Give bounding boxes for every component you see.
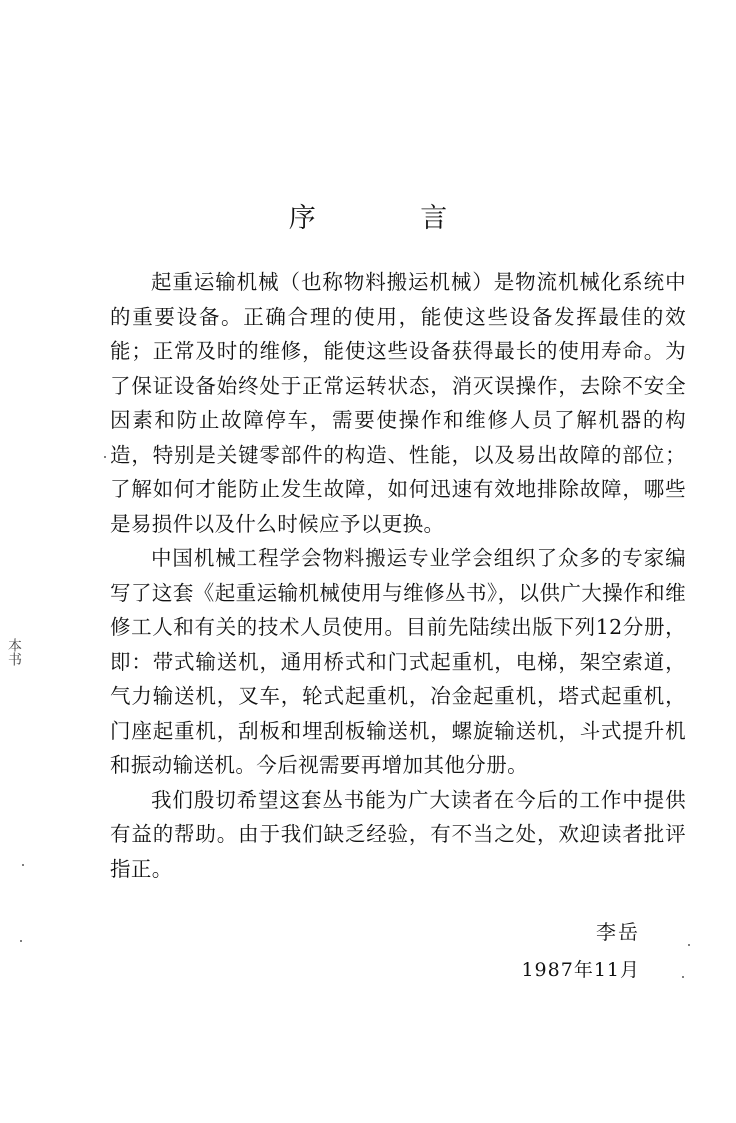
page-title: 序 言 [288,203,496,234]
preface-body [110,265,686,886]
margin-mark: 本书 [6,638,22,666]
scan-speck [22,864,24,866]
scan-speck [104,456,106,458]
preface-date: 1987年11月 [521,959,640,981]
scan-speck [20,940,22,942]
paragraph-2: 中国机械工程学会物料搬运专业学会组织了众多的专家编写了这套《起重运输机械使用与维修丛书》，以供广大操作和维修工人和有关的技术人员使用。目前先陆续出版下列12分册，即：带式输送机，通用桥式和门式起重机，电梯，架空索道，气力输送机，叉车，轮式起重机，冶金起重机，塔式起重机，门座起重机，刮板和埋刮板输送机，螺旋输送机，斗式提升机和振动输送机。今后视需要再增加其他分册。 [110,546,686,777]
paragraph-3: 我们殷切希望这套丛书能为广大读者在今后的工作中提供有益的帮助。由于我们缺乏经验，有不当之处，欢迎读者批评指正。 [110,787,686,881]
author-signature: 李岳 [596,920,640,944]
paragraph-1: 起重运输机械（也称物料搬运机械）是物流机械化系统中的重要设备。正确合理的使用，能使这些设备发挥最佳的效能；正常及时的维修，能使这些设备获得最长的使用寿命。为了保证设备始终处于正常运转状态，消灭误操作，去除不安全因素和防止故障停车，需要使操作和维修人员了解机器的构造，特别是关键零部件的构造、性能，以及易出故障的部位；了解如何才能防止发生故障，如何迅速有效地排除故障，哪些是易损件以及什么时候应予以更换。 [110,270,686,536]
scan-speck [682,976,684,978]
scan-speck [688,944,690,946]
